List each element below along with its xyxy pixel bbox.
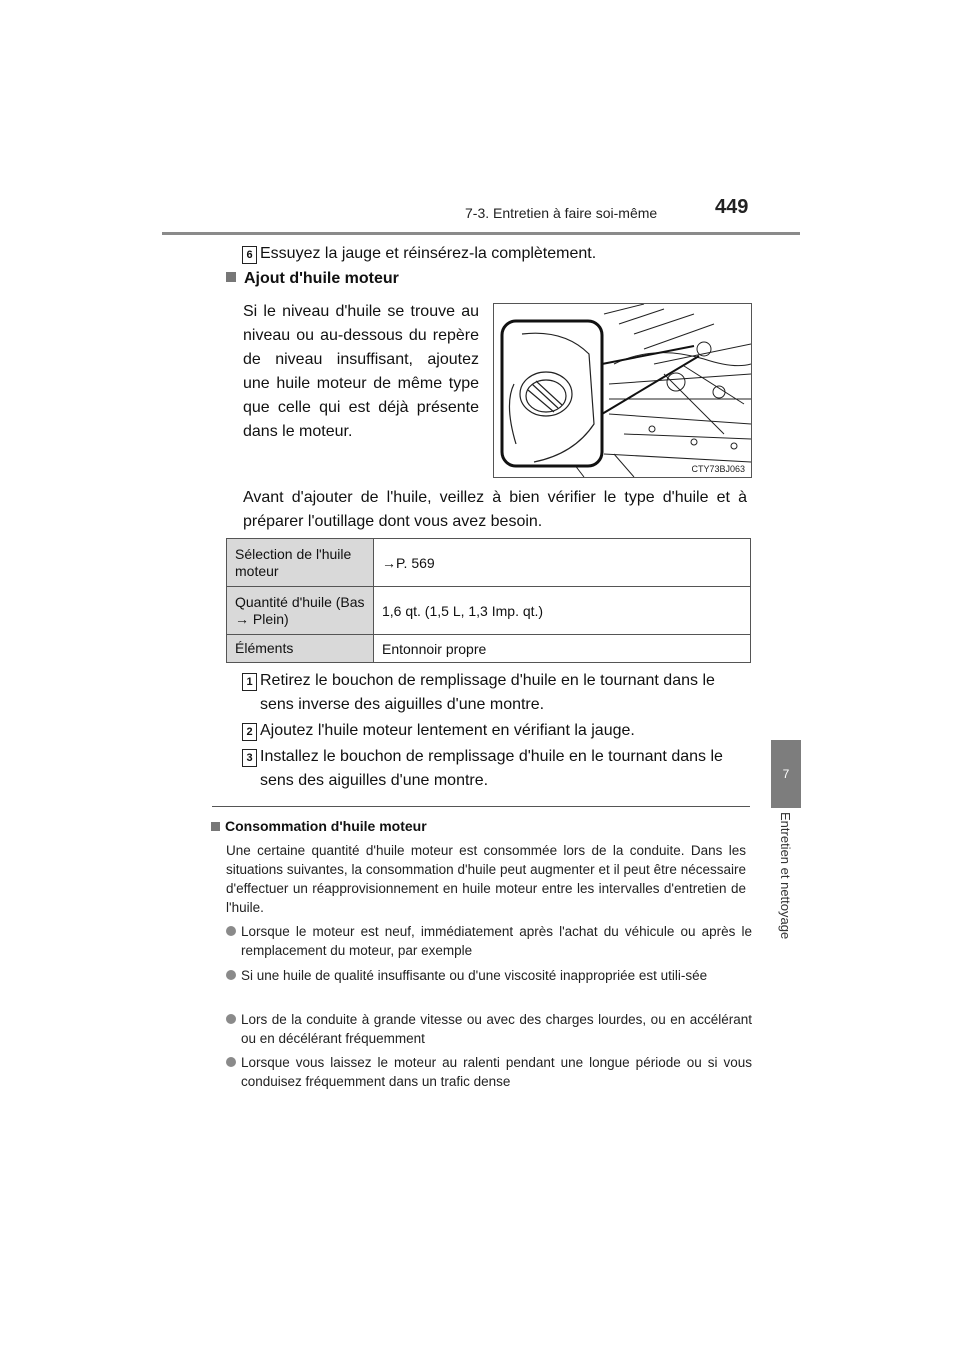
- list-item-text: Si une huile de qualité insuffisante ou d'une viscosité inappropriée est utili-sée: [241, 968, 708, 983]
- step-text: Retirez le bouchon de remplissage d'huile en le tournant dans le sens inverse des aiguilles d'une montre.: [260, 672, 715, 713]
- header-divider: [162, 232, 800, 235]
- section-heading: [226, 270, 399, 288]
- chapter-tab: [771, 740, 801, 808]
- list-item: [226, 1053, 752, 1091]
- intro-paragraph: Si le niveau d'huile se trouve au niveau ou au-dessous du repère de niveau insuffisant, ajoutez une huile moteur de même type que celle qui est déjà présente dans le moteur.: [243, 303, 479, 440]
- table-label: Quantité d'huile (Bas → Plein): [227, 587, 374, 635]
- preparation-paragraph: Avant d'ajouter de l'huile, veillez à bien vérifier le type d'huile et à préparer l'outillage dont vous avez besoin.: [243, 489, 747, 530]
- bullet-dot-icon: [226, 1057, 236, 1067]
- note-title-text: Consommation d'huile moteur: [225, 818, 427, 834]
- chapter-title: Entretien et nettoyage: [778, 812, 793, 940]
- note-body: Une certaine quantité d'huile moteur est consommée lors de la conduite. Dans les situations suivantes, la consommation d'huile peut augmenter et il peut être nécessaire d'effectuer un réapprovisionnement en huile moteur entre les intervalles d'entretien de l'huile.: [226, 843, 746, 915]
- table-label: Éléments: [227, 635, 374, 663]
- bullet-dot-icon: [226, 970, 236, 980]
- engine-oil-cap-illustration: [493, 303, 752, 478]
- step-2: [242, 719, 746, 743]
- table-value: Entonnoir propre: [374, 635, 751, 663]
- oil-info-table: [226, 538, 751, 663]
- table-label: Sélection de l'huile moteur: [227, 539, 374, 587]
- square-bullet-icon: [226, 272, 236, 282]
- table-row: [227, 539, 751, 587]
- bullet-dot-icon: [226, 1014, 236, 1024]
- table-value: →P. 569: [374, 539, 751, 587]
- engine-bay-drawing: [494, 304, 751, 477]
- section-heading-text: Ajout d'huile moteur: [244, 270, 399, 287]
- section-header: 7-3. Entretien à faire soi-même: [465, 205, 658, 221]
- step-text: Installez le bouchon de remplissage d'huile en le tournant dans le sens des aiguilles d'une montre.: [260, 748, 723, 789]
- step-text: Ajoutez l'huile moteur lentement en vérifiant la jauge.: [260, 722, 635, 739]
- step-number-badge: 2: [242, 723, 257, 741]
- step-1: [242, 669, 746, 717]
- table-value: 1,6 qt. (1,5 L, 1,3 Imp. qt.): [374, 587, 751, 635]
- page-number: 449: [715, 196, 749, 218]
- list-item: [226, 966, 752, 985]
- note-heading: [211, 818, 427, 834]
- list-item: [226, 922, 752, 960]
- figure-code: CTY73BJ063: [691, 464, 745, 474]
- list-item: [226, 1010, 752, 1048]
- chapter-number: 7: [782, 767, 790, 781]
- note-divider: [212, 806, 750, 807]
- step-6: [242, 242, 746, 266]
- list-item-text: Lors de la conduite à grande vitesse ou avec des charges lourdes, ou en accélérant ou en décélérant fréquemment: [241, 1012, 752, 1046]
- step-text: Essuyez la jauge et réinsérez-la complètement.: [260, 245, 597, 262]
- list-item-text: Lorsque le moteur est neuf, immédiatement après l'achat du véhicule ou après le remplacement du moteur, par exemple: [241, 924, 752, 958]
- step-number-badge: 3: [242, 749, 257, 767]
- table-row: [227, 635, 751, 663]
- table-row: [227, 587, 751, 635]
- bullet-dot-icon: [226, 926, 236, 936]
- list-item-text: Lorsque vous laissez le moteur au ralenti pendant une longue période ou si vous conduisez fréquemment dans un trafic dense: [241, 1055, 752, 1089]
- step-3: [242, 745, 746, 793]
- step-number-badge: 6: [242, 246, 257, 264]
- square-bullet-icon: [211, 822, 220, 831]
- step-number-badge: 1: [242, 673, 257, 691]
